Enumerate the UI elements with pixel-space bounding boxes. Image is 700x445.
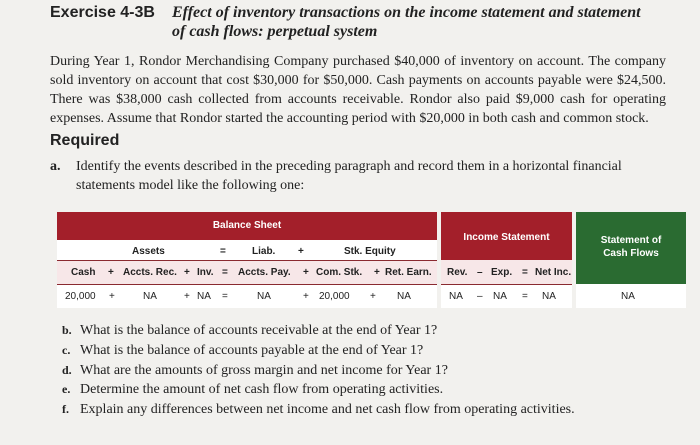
- financial-statements-model: [57, 212, 686, 308]
- col-ret-earn: Ret. Earn.: [385, 267, 432, 278]
- sub-question-text: What are the amounts of gross margin and net income for Year 1?: [80, 362, 448, 378]
- val-plus-2: +: [184, 291, 190, 302]
- sub-questions-list: [62, 321, 682, 420]
- sub-question-b: [62, 321, 682, 341]
- val-equals: =: [222, 291, 228, 302]
- sub-question-label: d.: [62, 362, 72, 377]
- col-plus-4: +: [374, 267, 380, 278]
- exercise-number: Exercise 4-3B: [50, 4, 155, 21]
- col-revenue: Rev.: [447, 267, 468, 278]
- bs-divider-1: [57, 260, 437, 261]
- balance-sheet-section: [57, 212, 437, 308]
- balance-sheet-title: Balance Sheet: [212, 220, 282, 231]
- val-plus-1: +: [109, 291, 115, 302]
- col-equals-2: =: [522, 267, 528, 278]
- income-statement-title: Income Statement: [463, 232, 550, 243]
- val-accts-rec: NA: [143, 291, 157, 302]
- sub-question-label: b.: [62, 323, 72, 337]
- bs-divider-2: [57, 284, 437, 285]
- exercise-title-line1: Effect of inventory transactions on the income statement and statement: [172, 4, 641, 21]
- col-equals: =: [222, 267, 228, 278]
- val-cash-flow: NA: [621, 291, 635, 302]
- col-minus: –: [477, 267, 483, 278]
- val-revenue: NA: [449, 291, 463, 302]
- val-cash: 20,000: [65, 291, 96, 302]
- col-plus-2: +: [184, 267, 190, 278]
- sub-question-f: [62, 400, 682, 420]
- assets-label: Assets: [132, 246, 165, 257]
- val-accts-pay: NA: [257, 291, 271, 302]
- problem-paragraph: During Year 1, Rondor Merchandising Company purchased $40,000 of inventory on account. The company sold inventory on account that cost $30,000 for $50,000. Cash payments on accounts payable were $24,500. There was $38,000 cash collected from accounts receivable. Rondor also paid $9,000 cash for operating expenses. Assume that Rondor started the accounting period with $20,000 in both cash and common stock.: [50, 54, 666, 126]
- col-plus-1: +: [108, 267, 114, 278]
- val-equals-2: =: [522, 291, 528, 302]
- exercise-title-line2: of cash flows: perpetual system: [172, 23, 378, 40]
- required-heading: Required: [50, 132, 120, 149]
- sub-question-text: What is the balance of accounts payable at the end of Year 1?: [80, 342, 424, 358]
- col-accts-rec: Accts. Rec.: [123, 267, 177, 278]
- income-statement-section: [441, 212, 572, 308]
- sub-question-label: f.: [62, 402, 69, 417]
- val-plus-4: +: [370, 291, 376, 302]
- val-com-stk: 20,000: [319, 291, 350, 302]
- sub-question-c: [62, 341, 682, 361]
- liabilities-label: Liab.: [252, 246, 276, 257]
- cash-flows-title-line2: Cash Flows: [603, 248, 659, 259]
- val-minus: –: [477, 291, 483, 302]
- question-a-text: Identify the events described in the preceding paragraph and record them in a horizontal financial statements model like the following one:: [76, 159, 622, 193]
- val-ret-earn: NA: [397, 291, 411, 302]
- sub-question-label: c.: [62, 342, 71, 357]
- col-inventory: Inv.: [197, 267, 214, 278]
- col-accts-pay: Accts. Pay.: [238, 267, 291, 278]
- sub-question-e: [62, 380, 682, 400]
- val-expense: NA: [493, 291, 507, 302]
- sub-question-label: e.: [62, 382, 71, 397]
- is-divider: [441, 284, 572, 285]
- cash-flows-section: [576, 212, 686, 308]
- liab-plus-sign: +: [298, 246, 304, 257]
- assets-equals-sign: =: [220, 246, 226, 257]
- sub-question-text: Explain any differences between net income and net cash flow from operating activities.: [80, 402, 575, 418]
- cash-flows-title: [576, 234, 686, 260]
- sub-question-text: What is the balance of accounts receivable at the end of Year 1?: [80, 323, 438, 338]
- val-inventory: NA: [197, 291, 211, 302]
- val-net-income: NA: [542, 291, 556, 302]
- val-plus-3: +: [303, 291, 309, 302]
- col-com-stk: Com. Stk.: [316, 267, 363, 278]
- question-a-label: a.: [50, 159, 61, 174]
- sub-question-text: Determine the amount of net cash flow from operating activities.: [80, 382, 444, 398]
- col-net-income: Net Inc.: [535, 267, 572, 278]
- col-cash: Cash: [71, 267, 96, 278]
- exercise-title: [172, 3, 692, 41]
- col-plus-3: +: [303, 267, 309, 278]
- stock-equity-label: Stk. Equity: [344, 246, 396, 257]
- cash-flows-title-line1: Statement of: [600, 235, 662, 246]
- col-expense: Exp.: [491, 267, 513, 278]
- sub-question-d: [62, 361, 682, 381]
